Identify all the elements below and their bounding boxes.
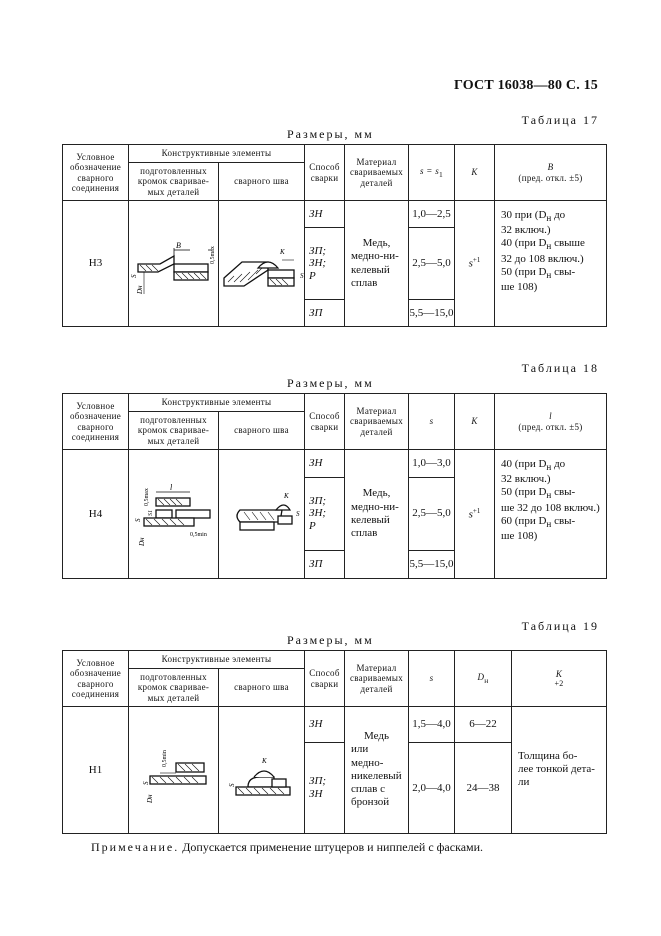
table-17-label: Таблица 17 [521,113,599,127]
col-elements: Конструктивные элементы [129,145,305,163]
figure-weld-seam [219,707,305,834]
col-weld-seam: сварного шва [219,669,305,707]
s-value-1: 1,0—3,0 [409,450,455,478]
col-material: Материал свариваемых деталей [345,394,409,450]
svg-text:S: S [133,518,142,522]
svg-text:S: S [227,783,236,787]
weld-seam-drawing [220,202,304,322]
joint-code: Н3 [63,201,129,327]
figure-weld-seam [219,450,305,579]
svg-text:K: K [279,247,285,256]
col-weld-seam: сварного шва [219,412,305,450]
col-designation: Условное обозначение сварного соединения [63,145,129,201]
s-value-2: 2,0—4,0 [409,743,455,833]
k-value: $s^{+1}$ [455,201,495,327]
k-value: Толщина бо- лее тонкой дета- ли [512,707,607,834]
svg-text:K: K [283,492,289,500]
svg-text:S: S [299,271,303,280]
svg-text:S: S [129,274,138,278]
col-method: Способ сварки [305,145,345,201]
table-19-title: Размеры, мм [287,633,374,647]
table-17 [62,144,607,327]
table-19 [62,650,607,834]
joint-code: Н1 [63,707,129,834]
table-17-title: Размеры, мм [287,127,374,141]
col-designation: Условное обозначение сварного соединения [63,651,129,707]
method-2: ЗП; ЗН [305,743,345,833]
svg-text:0,5max: 0,5max [209,245,216,264]
prepared-edge-drawing [130,202,218,322]
col-k: K +2 [512,651,607,707]
col-material: Материал свариваемых деталей [345,651,409,707]
col-material: Материал свариваемых деталей [345,145,409,201]
col-elements: Конструктивные элементы [129,651,305,669]
method-3: ЗП [305,300,345,327]
col-weld-seam: сварного шва [219,163,305,201]
col-s: s [409,651,455,707]
dn-value-1: 6—22 [455,707,512,743]
method-3: ЗП [305,551,345,579]
col-s: s [409,394,455,450]
material: Медь, медно-ни- келевый сплав [345,201,409,327]
svg-text:S: S [295,510,299,518]
b-value: 30 при ($D_н$ до 32 включ.) 40 (при $D_н$ свыше 32 до 108 включ.) 50 (при $D_н$ свы- ше 108) [495,201,607,327]
figure-prepared-edges [129,707,219,834]
method-1: ЗН [305,707,345,743]
svg-text:S1: S1 [147,510,154,516]
material: Медь, медно-ни- келевый сплав [345,450,409,579]
svg-text:0,5max: 0,5max [143,488,150,506]
col-l: l (пред. откл. ±5) [495,394,607,450]
col-method: Способ сварки [305,394,345,450]
method-1: ЗН [305,201,345,228]
table-19-label: Таблица 19 [521,619,599,633]
material: Медь или медно- никелевый сплав с бронзой [345,707,409,834]
col-s: $s = s_1$ [409,145,455,201]
col-k: K [455,394,495,450]
col-prepared-edges: подготовленных кромок сваривае- мых деталей [129,163,219,201]
s-value-1: 1,5—4,0 [409,707,455,743]
svg-text:Dн: Dн [145,794,154,803]
col-method: Способ сварки [305,651,345,707]
col-b: B (пред. откл. ±5) [495,145,607,201]
weld-seam-drawing [220,707,304,829]
method-1: ЗН [305,450,345,478]
footnote-text: Допускается применение штуцеров и ниппелей с фасками. [179,840,484,854]
prepared-edge-drawing [130,450,218,574]
svg-text:S: S [141,781,150,785]
table-18 [62,393,607,579]
table-18-label: Таблица 18 [521,361,599,375]
svg-text:l: l [169,483,172,492]
s-value-3: 5,5—15,0 [409,551,455,579]
col-prepared-edges: подготовленных кромок сваривае- мых деталей [129,412,219,450]
col-dn: $D_н$ [455,651,512,707]
svg-text:0,5min: 0,5min [161,750,168,767]
table-18-title: Размеры, мм [287,376,374,390]
footnote [91,840,483,855]
figure-prepared-edges [129,201,219,327]
col-designation: Условное обозначение сварного соединения [63,394,129,450]
svg-text:B: B [175,240,181,250]
footnote-label: Примечание. [91,840,180,854]
method-2: ЗП; ЗН; Р [305,228,345,300]
method-2: ЗП; ЗН; Р [305,477,345,551]
l-value: 40 (при $D_н$ до 32 включ.) 50 (при $D_н$ свы- ше 32 до 108 включ.) 60 (при $D_н$ свы- ше 108) [495,450,607,579]
prepared-edge-drawing [130,707,218,829]
figure-weld-seam [219,201,305,327]
col-prepared-edges: подготовленных кромок сваривае- мых деталей [129,669,219,707]
s-value-3: 5,5—15,0 [409,300,455,327]
col-k: K [455,145,495,201]
figure-prepared-edges [129,450,219,579]
col-elements: Конструктивные элементы [129,394,305,412]
s-value-2: 2,5—5,0 [409,228,455,300]
svg-text:Dн: Dн [137,537,146,546]
s-value-2: 2,5—5,0 [409,477,455,551]
page-header: ГОСТ 16038—80 С. 15 [454,78,598,93]
s-value-1: 1,0—2,5 [409,201,455,228]
dn-value-2: 24—38 [455,743,512,833]
svg-text:K: K [261,757,267,765]
joint-code: Н4 [63,450,129,579]
k-value: $s^{+1}$ [455,450,495,579]
weld-seam-drawing [220,450,304,574]
svg-text:Dн: Dн [135,285,144,294]
svg-text:0,5min: 0,5min [189,532,207,538]
